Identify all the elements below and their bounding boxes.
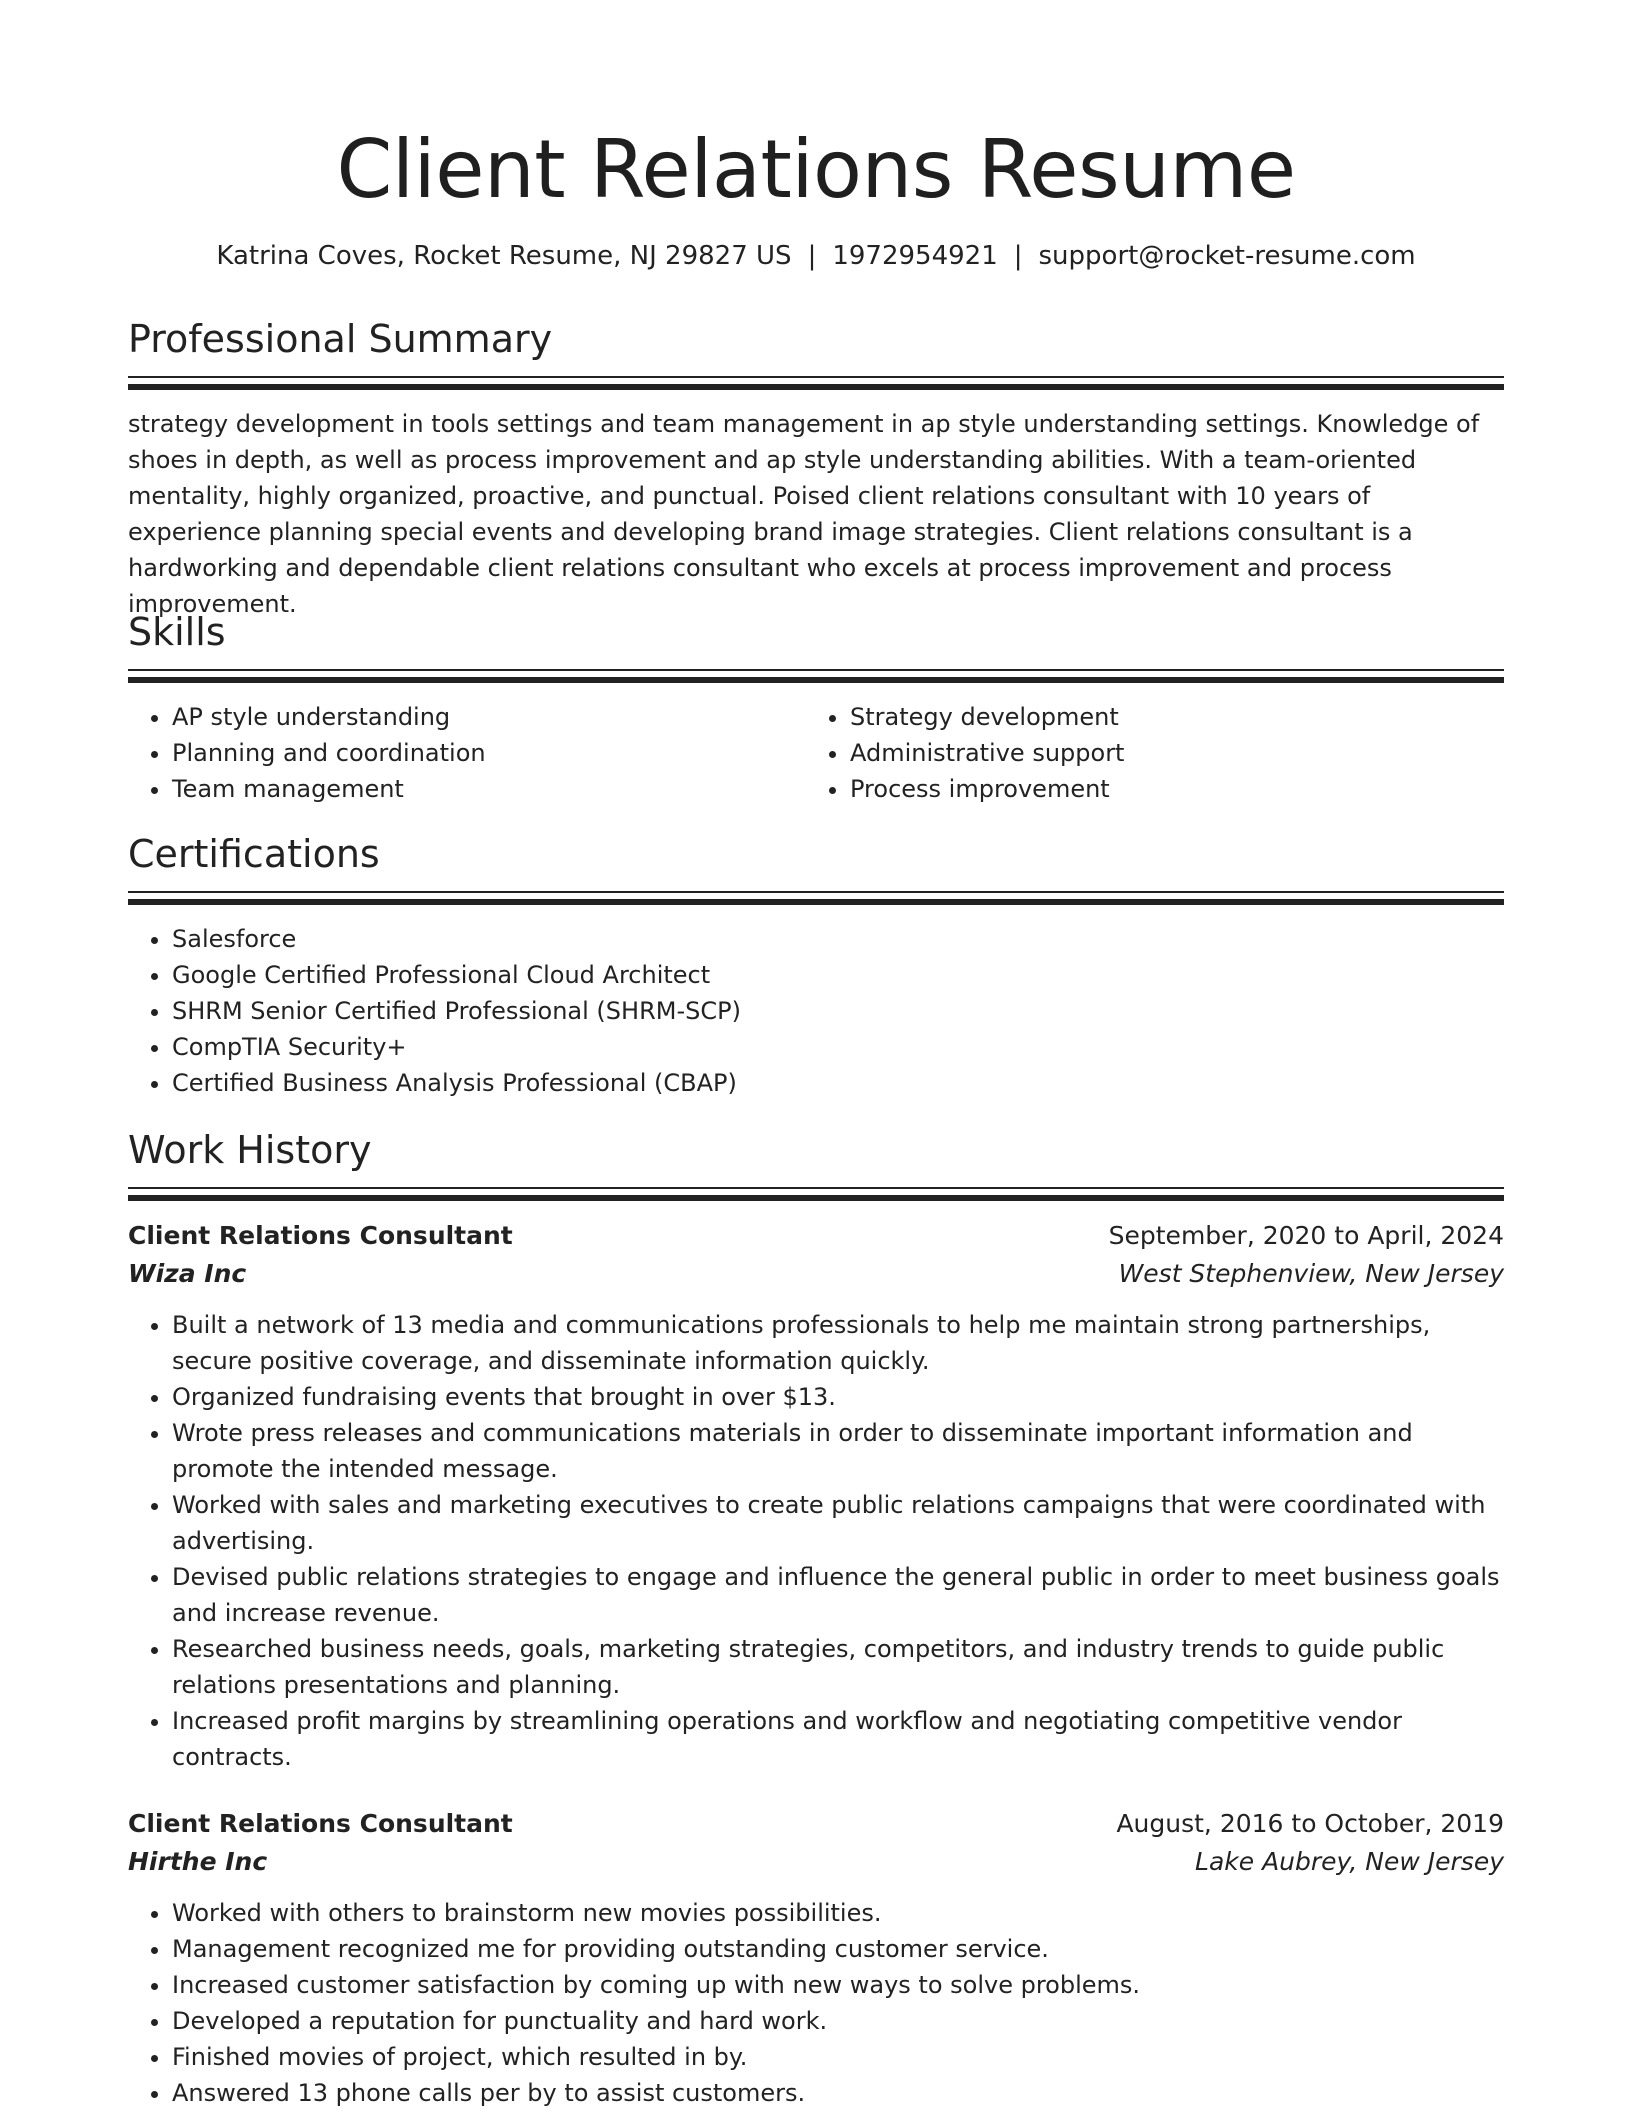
contact-email: support@rocket-resume.com <box>1038 241 1416 271</box>
skill-item: • Team management <box>172 771 806 807</box>
summary-text: strategy development in tools settings and team management in ap style understanding settings. Knowledge of shoes in depth, as well as process improvement and ap style understanding abilities. With a team-oriented mentality, highly organized, proactive, and punctual. Poised client relations consultant with 10 years of experience planning special events and developing brand image strategies. Client relations consultant is a hardworking and dependable client relations consultant who excels at process improvement and process improvement. <box>128 410 1480 618</box>
section-heading-summary: Professional Summary <box>128 317 553 361</box>
certifications-list <box>128 921 1504 1101</box>
work-history-section <box>128 1125 1504 2111</box>
job-bullet: • Built a network of 13 media and communications professionals to help me maintain strong partnerships, secure positive coverage, and disseminate information quickly. <box>172 1307 1504 1379</box>
job-entry <box>128 1217 1504 1775</box>
job-location: Lake Aubrey, New Jersey <box>1195 1847 1504 1876</box>
skill-item: • Strategy development <box>850 699 1484 735</box>
job-bullet: • Developed a reputation for punctuality and hard work. <box>172 2003 1504 2039</box>
job-bullet: • Finished movies of project, which resulted in by. <box>172 2039 1504 2075</box>
section-heading-skills: Skills <box>128 610 226 654</box>
contact-separator: | <box>1013 241 1023 271</box>
contact-address: Katrina Coves, Rocket Resume, NJ 29827 US <box>216 241 792 271</box>
job-dates: August, 2016 to October, 2019 <box>1116 1809 1504 1838</box>
section-heading-certifications: Certifications <box>128 832 380 876</box>
job-bullet: • Increased customer satisfaction by coming up with new ways to solve problems. <box>172 1967 1504 2003</box>
certification-item: • SHRM Senior Certified Professional (SHRM-SCP) <box>172 993 1504 1029</box>
job-bullet: • Researched business needs, goals, marketing strategies, competitors, and industry trends to guide public relations presentations and planning. <box>172 1631 1504 1703</box>
job-company: Hirthe Inc <box>128 1847 268 1876</box>
section-heading-work-history: Work History <box>128 1128 372 1172</box>
job-bullet: • Devised public relations strategies to engage and influence the general public in order to meet business goals and increase revenue. <box>172 1559 1504 1631</box>
contact-line <box>128 238 1504 274</box>
job-title: Client Relations Consultant <box>128 1221 513 1250</box>
skill-item: • Planning and coordination <box>172 735 806 771</box>
job-bullet: • Increased profit margins by streamlining operations and workflow and negotiating competitive vendor contracts. <box>172 1703 1504 1775</box>
job-bullet: • Worked with others to brainstorm new movies possibilities. <box>172 1895 1504 1931</box>
skills-column-left <box>128 699 806 807</box>
job-entry <box>128 1805 1504 2111</box>
skill-item: • Administrative support <box>850 735 1484 771</box>
contact-separator: | <box>807 241 817 271</box>
skill-item: • AP style understanding <box>172 699 806 735</box>
certifications-section <box>128 829 1504 1101</box>
job-bullet: • Worked with sales and marketing executives to create public relations campaigns that were coordinated with advertising. <box>172 1487 1504 1559</box>
section-divider <box>128 376 1504 390</box>
section-divider <box>128 891 1504 905</box>
section-divider <box>128 669 1504 683</box>
resume-page <box>128 0 1504 2107</box>
skill-item: • Process improvement <box>850 771 1484 807</box>
summary-section <box>128 314 1504 622</box>
job-bullet: • Wrote press releases and communications materials in order to disseminate important information and promote the intended message. <box>172 1415 1504 1487</box>
skills-section <box>128 607 1504 807</box>
skills-column-right <box>806 699 1484 807</box>
job-dates: September, 2020 to April, 2024 <box>1108 1221 1504 1250</box>
job-bullets <box>128 1307 1504 1775</box>
certification-item: • Certified Business Analysis Professional (CBAP) <box>172 1065 1504 1101</box>
contact-phone: 1972954921 <box>832 241 998 271</box>
job-bullet: • Organized fundraising events that brought in over $13. <box>172 1379 1504 1415</box>
job-title: Client Relations Consultant <box>128 1809 513 1838</box>
skills-grid <box>128 699 1504 807</box>
job-bullet: • Answered 13 phone calls per by to assist customers. <box>172 2075 1504 2111</box>
section-divider <box>128 1187 1504 1201</box>
certification-item: • Salesforce <box>172 921 1504 957</box>
job-bullet: • Management recognized me for providing outstanding customer service. <box>172 1931 1504 1967</box>
job-bullets <box>128 1895 1504 2111</box>
certification-item: • Google Certified Professional Cloud Architect <box>172 957 1504 993</box>
page-title: Client Relations Resume <box>336 123 1296 216</box>
certification-item: • CompTIA Security+ <box>172 1029 1504 1065</box>
job-company: Wiza Inc <box>128 1259 247 1288</box>
job-location: West Stephenview, New Jersey <box>1118 1259 1504 1288</box>
